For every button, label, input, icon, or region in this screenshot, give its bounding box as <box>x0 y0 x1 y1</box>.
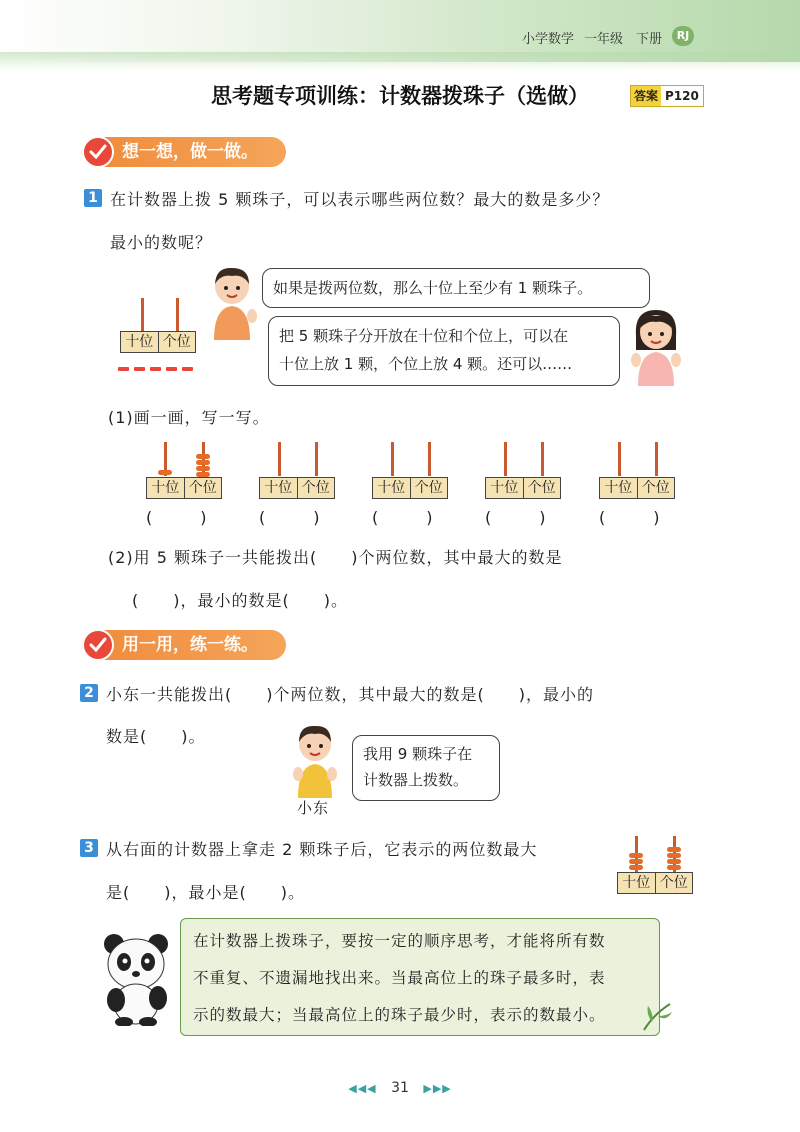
tip-box <box>180 918 660 1036</box>
answer-blank[interactable]: ( ) <box>599 508 660 527</box>
answer-blank[interactable]: ( ) <box>259 508 320 527</box>
section-banner-practice: 用一用，练一练。 <box>82 630 286 660</box>
tip-line1: 在计数器上拨珠子，要按一定的顺序思考，才能将所有数 <box>193 932 606 950</box>
answer-page: P120 <box>665 89 699 103</box>
xiaodong-illustration <box>290 722 340 798</box>
abacus-rod <box>141 298 144 332</box>
abacus-ones-label: 个位 <box>523 478 561 498</box>
tip-line2: 不重复、不遗漏地找出来。当最高位上的珠子最多时，表 <box>193 969 606 987</box>
answer-tag <box>630 85 704 107</box>
q2-text-line2: 数是( )。 <box>106 727 206 746</box>
panda-illustration <box>98 930 176 1026</box>
boy-speech-bubble <box>262 268 650 308</box>
xiaodong-speech-line2: 计数器上拨数。 <box>363 771 469 789</box>
q1-text-line2: 最小的数呢？ <box>110 233 213 252</box>
q3-text-line1: 从右面的计数器上拿走 2 颗珠子后，它表示的两位数最大 <box>106 840 538 859</box>
xiaodong-speech-bubble <box>352 735 500 801</box>
q3-text-line2: 是( )，最小是( )。 <box>106 883 305 902</box>
abacus-tens-label: 十位 <box>622 875 651 891</box>
bead-placeholder <box>118 367 129 371</box>
bead <box>629 853 643 858</box>
xiaodong-speech-line1: 我用 9 颗珠子在 <box>363 745 473 763</box>
bead <box>629 865 643 870</box>
bead <box>667 865 681 870</box>
abacus-tens-label: 十位 <box>125 334 154 350</box>
abacus-ones-label: 个位 <box>637 478 675 498</box>
check-icon <box>82 136 114 168</box>
abacus-tens-label: 十位 <box>377 480 406 496</box>
abacus-ones-label: 个位 <box>297 478 335 498</box>
girl-speech-line2: 十位上放 1 颗，个位上放 4 颗。还可以…… <box>279 355 573 373</box>
abacus-4 <box>485 477 561 499</box>
abacus-rod <box>278 442 281 476</box>
abacus-rod <box>618 442 621 476</box>
bead <box>629 859 643 864</box>
bead-placeholder <box>134 367 145 371</box>
abacus-example <box>120 331 196 353</box>
abacus-rod <box>428 442 431 476</box>
abacus-2 <box>259 477 335 499</box>
bead-placeholder <box>182 367 193 371</box>
bead-placeholder <box>150 367 161 371</box>
xiaodong-name: 小东 <box>297 799 330 817</box>
tip-line3: 示的数最大；当最高位上的珠子最少时，表示的数最小。 <box>193 1006 606 1024</box>
header-badge: RJ <box>672 26 694 46</box>
page-title: 思考题专项训练：计数器拨珠子（选做） <box>211 84 589 108</box>
answer-blank[interactable]: ( ) <box>485 508 546 527</box>
bead <box>196 460 210 465</box>
check-icon <box>82 629 114 661</box>
answer-blank[interactable]: ( ) <box>372 508 433 527</box>
girl-illustration <box>628 306 684 386</box>
q1-part2-line2: ( )，最小的数是( )。 <box>132 591 348 610</box>
bead-placeholder <box>166 367 177 371</box>
bead <box>196 466 210 471</box>
question-number-3: 3 <box>80 839 98 857</box>
abacus-tens-label: 十位 <box>264 480 293 496</box>
header-volume: 下册 <box>636 32 663 47</box>
prev-arrows-icon: ◀◀◀ <box>348 1082 377 1095</box>
page-number: 31 <box>391 1080 409 1096</box>
bamboo-leaf-icon <box>640 1000 674 1034</box>
bead <box>667 859 681 864</box>
answer-label: 答案 <box>631 86 661 106</box>
abacus-tens-label: 十位 <box>490 480 519 496</box>
bead <box>158 470 172 475</box>
abacus-tens-label: 十位 <box>151 480 180 496</box>
abacus-rod <box>541 442 544 476</box>
next-arrows-icon: ▶▶▶ <box>423 1082 452 1095</box>
girl-speech-bubble <box>268 316 620 386</box>
abacus-rod <box>176 298 179 332</box>
abacus-3 <box>372 477 448 499</box>
header-series: 小学数学 <box>522 32 575 47</box>
abacus-tens-label: 十位 <box>604 480 633 496</box>
boy-speech-text: 如果是拨两位数，那么十位上至少有 1 颗珠子。 <box>273 279 593 297</box>
bead <box>196 454 210 459</box>
bead <box>667 853 681 858</box>
abacus-rod <box>315 442 318 476</box>
q1-part2-line1: (2)用 5 颗珠子一共能拨出( )个两位数，其中最大的数是 <box>108 548 563 567</box>
abacus-ones-label: 个位 <box>184 478 222 498</box>
answer-blank[interactable]: ( ) <box>146 508 207 527</box>
header-band-fade <box>0 52 800 70</box>
section-banner-think: 想一想，做一做。 <box>82 137 286 167</box>
header-grade: 一年级 <box>584 32 624 47</box>
abacus-5 <box>599 477 675 499</box>
question-number-2: 2 <box>80 684 98 702</box>
abacus-ones-label: 个位 <box>410 478 448 498</box>
question-number-1: 1 <box>84 189 102 207</box>
abacus-rod <box>391 442 394 476</box>
q2-text-line1: 小东一共能拨出( )个两位数，其中最大的数是( )，最小的 <box>106 685 594 704</box>
abacus-rod <box>655 442 658 476</box>
page-footer <box>0 1080 800 1096</box>
bead <box>667 847 681 852</box>
abacus-q3 <box>617 872 693 894</box>
abacus-rod <box>504 442 507 476</box>
abacus-1 <box>146 477 222 499</box>
girl-speech-line1: 把 5 颗珠子分开放在十位和个位上，可以在 <box>279 327 569 345</box>
boy-illustration <box>206 264 258 340</box>
q1-part1: (1)画一画，写一写。 <box>108 408 270 427</box>
abacus-ones-label: 个位 <box>655 873 693 893</box>
q1-text-line1: 在计数器上拨 5 颗珠子，可以表示哪些两位数？最大的数是多少？ <box>110 190 610 209</box>
abacus-ones-label: 个位 <box>158 332 196 352</box>
